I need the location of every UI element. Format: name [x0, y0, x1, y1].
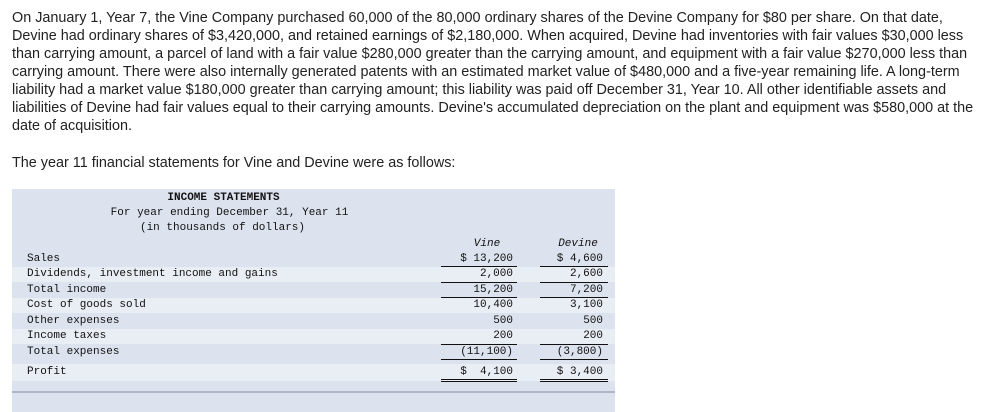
- subtotal-rule-vine: [441, 344, 517, 345]
- subtotal-rule-vine: [441, 359, 517, 360]
- table-row: [12, 283, 615, 298]
- subtotal-rule-devine: [540, 344, 608, 345]
- problem-paragraph: On January 1, Year 7, the Vine Company purchased 60,000 of the 80,000 ordinary shares of the Devine Company for $80 per share. On that date, Devine had ordinary shares of $3,420,000, and retained earnings of $2,180,000. When acquired, Devine had inventories with fair values $30,000 less than carrying amount, a parcel of land with a fair value $280,000 greater than the carrying amount, and equipment with a fair value $270,000 less than carrying amount. There were also internally generated patents with an estimated market value of $480,000 and a five-year remaining life. A long-term liability had a market value $180,000 greater than carrying amount; this liability was paid off December 31, Year 10. All other identifiable assets and liabilities of Devine had fair values equal to their carrying amounts. Devine's accumulated depreciation on the plant and equipment was $580,000 at the date of acquisition.: [12, 10, 974, 134]
- row-label: Dividends, investment income and gains: [27, 268, 278, 280]
- total-double-rule-devine: [540, 379, 608, 382]
- devine-value: 3,100: [569, 299, 603, 311]
- row-label: Sales: [27, 253, 61, 265]
- devine-value: 500: [583, 315, 603, 327]
- subtotal-rule-devine: [540, 282, 608, 283]
- vine-value: 10,400: [473, 299, 513, 311]
- table-row: [12, 267, 615, 282]
- statement-panel-footer: [12, 391, 615, 412]
- vine-value: 500: [493, 315, 513, 327]
- devine-value: 200: [583, 330, 603, 342]
- total-double-rule-vine: [441, 379, 517, 382]
- statement-title: INCOME STATEMENTS: [167, 192, 280, 204]
- vine-value: $ 13,200: [460, 253, 513, 265]
- vine-value: 15,200: [473, 284, 513, 296]
- table-row: [12, 345, 615, 360]
- row-label: Profit: [27, 366, 67, 378]
- vine-value: $ 4,100: [460, 366, 513, 378]
- subtotal-rule-vine: [441, 297, 517, 298]
- devine-value: $ 4,600: [556, 253, 603, 265]
- column-header-devine: Devine: [558, 238, 598, 250]
- vine-value: 200: [493, 330, 513, 342]
- row-label: Income taxes: [27, 330, 107, 342]
- table-row: [12, 252, 615, 267]
- devine-value: (3,800): [556, 346, 603, 358]
- subtotal-rule-devine: [540, 359, 608, 360]
- statement-units: (in thousands of dollars): [139, 222, 306, 234]
- row-label: Cost of goods sold: [27, 299, 146, 311]
- table-row-total: [12, 364, 615, 381]
- subtotal-rule-vine: [441, 282, 517, 283]
- subtotal-rule-vine: [441, 266, 517, 267]
- row-label: Total income: [27, 284, 107, 296]
- devine-value: 7,200: [569, 284, 603, 296]
- row-label: Total expenses: [27, 346, 120, 358]
- column-header-row: [12, 237, 615, 252]
- statement-subtitle: For year ending December 31, Year 11: [110, 207, 349, 219]
- subtotal-rule-devine: [540, 266, 608, 267]
- column-header-vine: Vine: [473, 238, 501, 250]
- table-row: [12, 329, 615, 344]
- row-label: Other expenses: [27, 315, 120, 327]
- devine-value: 2,600: [569, 268, 603, 280]
- subtotal-rule-devine: [540, 297, 608, 298]
- devine-value: $ 3,400: [556, 366, 603, 378]
- statements-intro: The year 11 financial statements for Vine and Devine were as follows:: [12, 155, 456, 171]
- vine-value: (11,100): [460, 346, 513, 358]
- table-row: [12, 298, 615, 313]
- vine-value: 2,000: [479, 268, 513, 280]
- table-row: [12, 314, 615, 329]
